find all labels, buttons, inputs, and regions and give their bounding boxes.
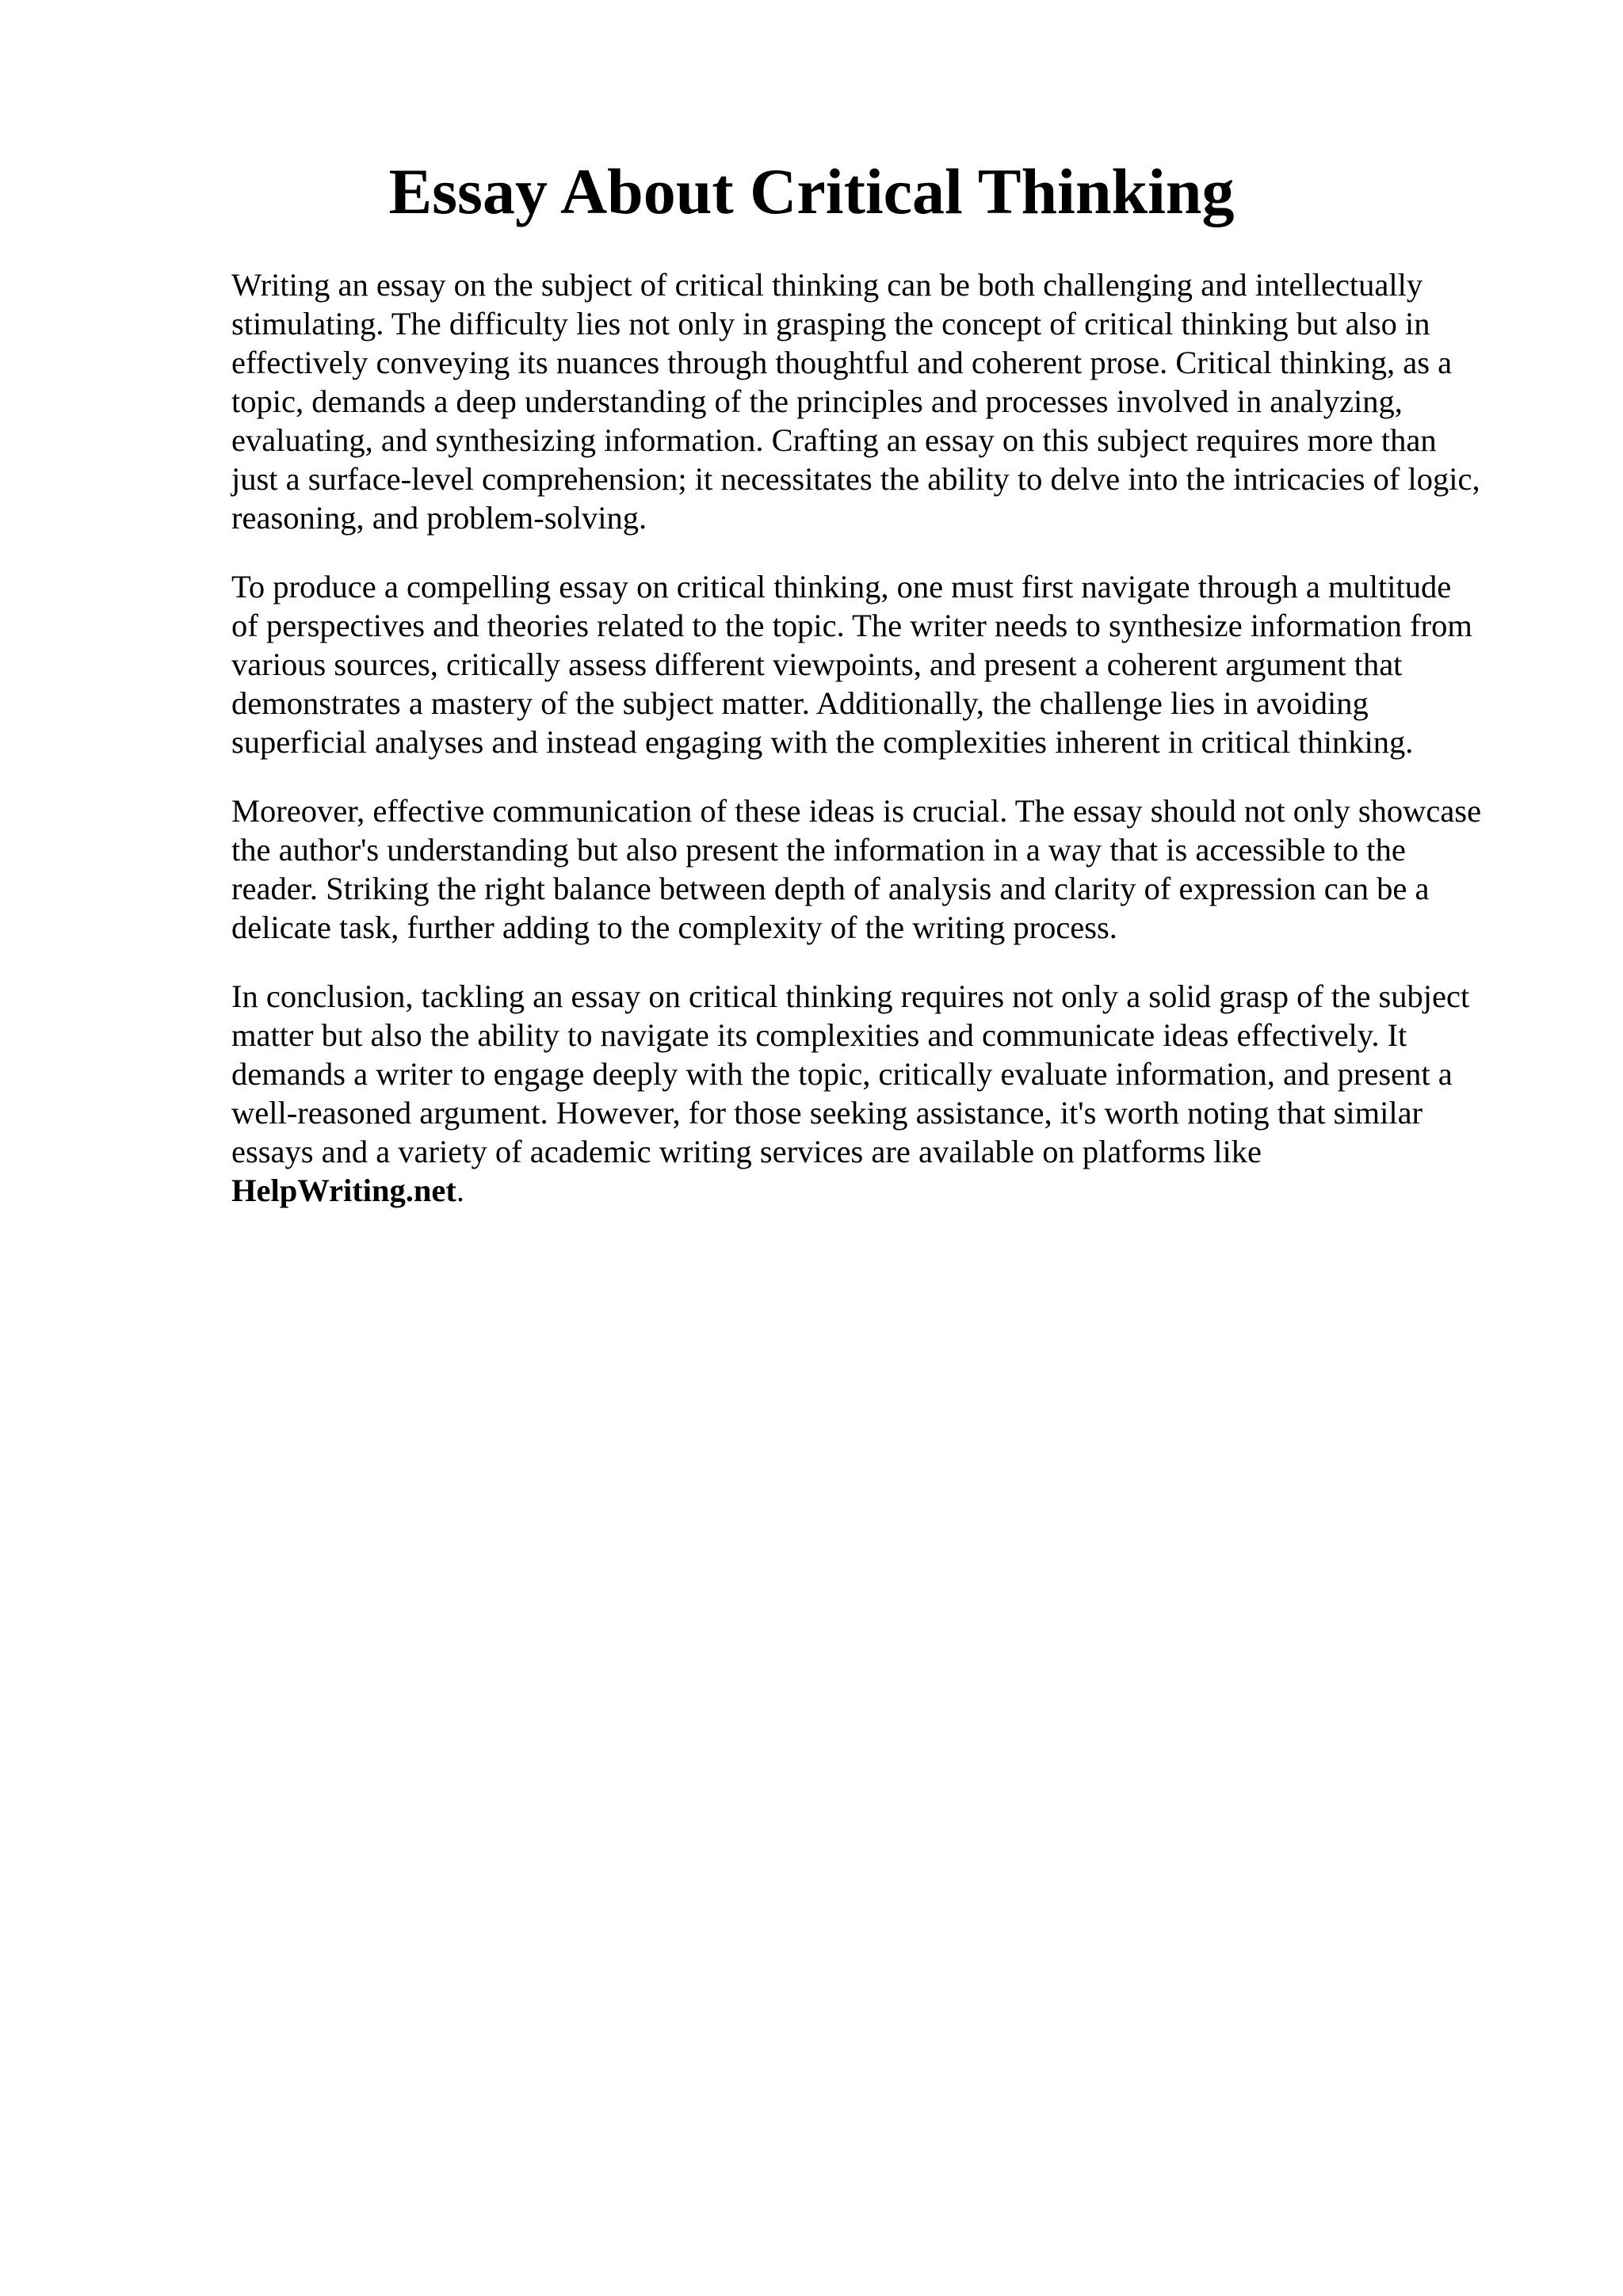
paragraph-line: well-reasoned argument. However, for those seeking assistance, it's worth noting that similar [231, 1095, 1423, 1131]
paragraph-2 [231, 567, 1515, 761]
paragraph-line: topic, demands a deep understanding of the principles and processes involved in analyzing, [231, 383, 1403, 419]
paragraph-line: just a surface-level comprehension; it necessitates the ability to delve into the intricacies of logic, [231, 461, 1480, 497]
trailing-period: . [456, 1173, 465, 1208]
paragraph-1 [231, 265, 1515, 537]
paragraph-line: delicate task, further adding to the complexity of the writing process. [231, 910, 1117, 945]
helpwriting-link[interactable]: HelpWriting.net [231, 1173, 456, 1208]
paragraph-line: the author's understanding but also present the information in a way that is accessible to the [231, 832, 1406, 868]
paragraph-line: essays and a variety of academic writing services are available on platforms like [231, 1134, 1262, 1169]
paragraph-line: reasoning, and problem-solving. [231, 500, 647, 536]
paragraph-line: of perspectives and theories related to the topic. The writer needs to synthesize information from [231, 608, 1472, 643]
paragraph-4 [231, 977, 1515, 1210]
paragraph-last-line [231, 1171, 1515, 1210]
paragraph-line: superficial analyses and instead engaging with the complexities inherent in critical thinking. [231, 724, 1414, 760]
document-body [231, 265, 1515, 1240]
paragraph-line: reader. Striking the right balance between depth of analysis and clarity of expression can be a [231, 871, 1430, 906]
paragraph-line: evaluating, and synthesizing information. Crafting an essay on this subject requires more than [231, 422, 1437, 458]
paragraph-line: In conclusion, tackling an essay on critical thinking requires not only a solid grasp of the subject [231, 978, 1470, 1014]
paragraph-line: To produce a compelling essay on critical thinking, one must first navigate through a multitude [231, 569, 1452, 605]
paragraph-line: demands a writer to engage deeply with the topic, critically evaluate information, and present a [231, 1056, 1453, 1092]
paragraph-line: various sources, critically assess different viewpoints, and present a coherent argument that [231, 646, 1403, 682]
paragraph-line: Writing an essay on the subject of critical thinking can be both challenging and intellectually [231, 267, 1423, 303]
document-title: Essay About Critical Thinking [388, 155, 1235, 227]
paragraph-line: effectively conveying its nuances through thoughtful and coherent prose. Critical thinking, as a [231, 345, 1453, 380]
paragraph-line: Moreover, effective communication of these ideas is crucial. The essay should not only showcase [231, 793, 1482, 829]
paragraph-line: matter but also the ability to navigate its complexities and communicate ideas effectively. It [231, 1017, 1407, 1053]
paragraph-3 [231, 791, 1515, 947]
paragraph-line: demonstrates a mastery of the subject matter. Additionally, the challenge lies in avoiding [231, 685, 1369, 721]
paragraph-line: stimulating. The difficulty lies not only in grasping the concept of critical thinking but also in [231, 306, 1430, 341]
